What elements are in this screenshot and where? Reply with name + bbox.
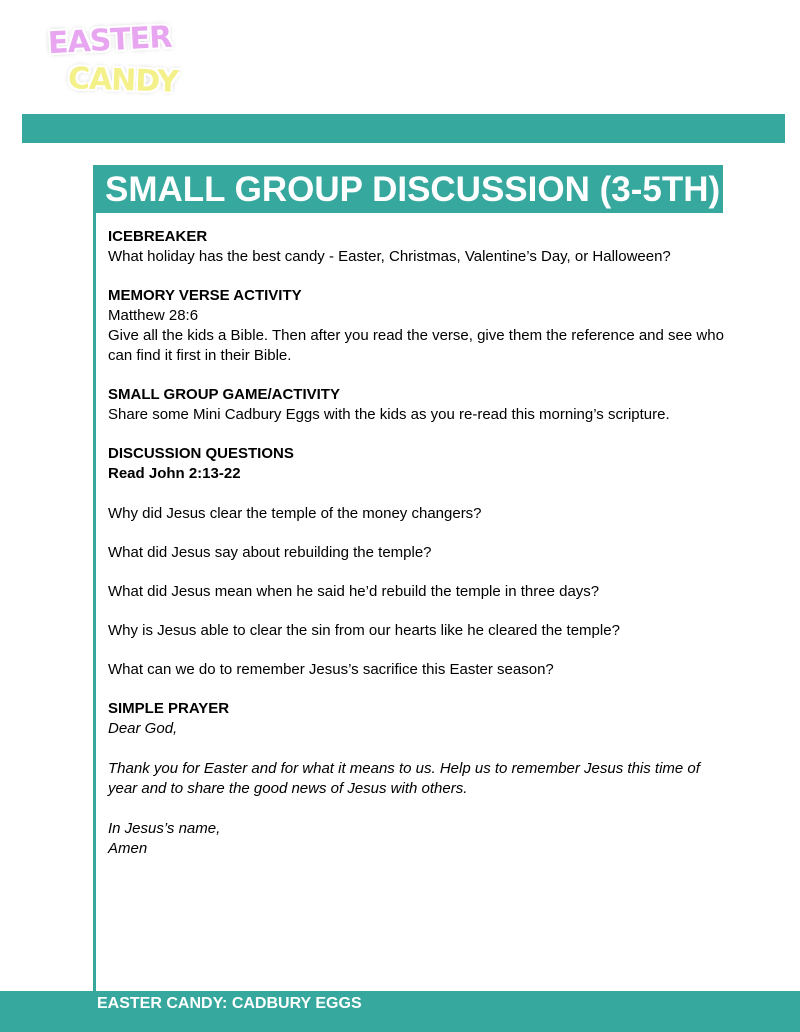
discussion-question: Why is Jesus able to clear the sin from our hearts like he cleared the temple? (108, 622, 620, 639)
discussion-question: What did Jesus mean when he said he’d rebuild the temple in three days? (108, 583, 600, 600)
icebreaker-heading: ICEBREAKER (108, 228, 208, 245)
footer-band (0, 991, 800, 1032)
icebreaker-section (108, 227, 728, 267)
discussion-subheading: Read John 2:13-22 (108, 465, 241, 482)
prayer-closing: In Jesus’s name, (108, 820, 221, 837)
prayer-section (108, 699, 728, 859)
prayer-body: Thank you for Easter and for what it means to us. Help us to remember Jesus this time of year and to share the good news of Jesus with others. (108, 760, 700, 797)
icebreaker-text: What holiday has the best candy - Easter, Christmas, Valentine’s Day, or Halloween? (108, 248, 671, 265)
top-accent-band (22, 114, 785, 143)
memory-verse-section (108, 286, 728, 366)
game-text: Share some Mini Cadbury Eggs with the kids as you re-read this morning’s scripture. (108, 406, 670, 423)
prayer-salutation: Dear God, (108, 720, 178, 737)
discussion-heading: DISCUSSION QUESTIONS (108, 445, 294, 462)
logo-word-candy: CANDY (67, 61, 179, 100)
memory-verse-heading: MEMORY VERSE ACTIVITY (108, 287, 302, 304)
game-heading: SMALL GROUP GAME/ACTIVITY (108, 386, 340, 403)
discussion-question: What did Jesus say about rebuilding the temple? (108, 544, 432, 561)
game-section (108, 385, 728, 425)
logo-word-easter: EASTER (47, 19, 173, 62)
memory-verse-text: Give all the kids a Bible. Then after you read the verse, give them the reference and see who can find it first in their Bible. (108, 327, 724, 364)
discussion-question: Why did Jesus clear the temple of the money changers? (108, 505, 482, 522)
footer-text: EASTER CANDY: CADBURY EGGS (97, 995, 362, 1012)
left-accent-rule (93, 165, 96, 993)
prayer-heading: SIMPLE PRAYER (108, 700, 230, 717)
page-title: SMALL GROUP DISCUSSION (3-5TH) (93, 165, 723, 213)
discussion-section (108, 444, 728, 680)
discussion-question: What can we do to remember Jesus’s sacrifice this Easter season? (108, 661, 554, 678)
memory-verse-reference: Matthew 28:6 (108, 307, 199, 324)
prayer-amen: Amen (108, 840, 148, 857)
easter-candy-logo (44, 19, 179, 108)
worksheet-content (108, 227, 728, 859)
